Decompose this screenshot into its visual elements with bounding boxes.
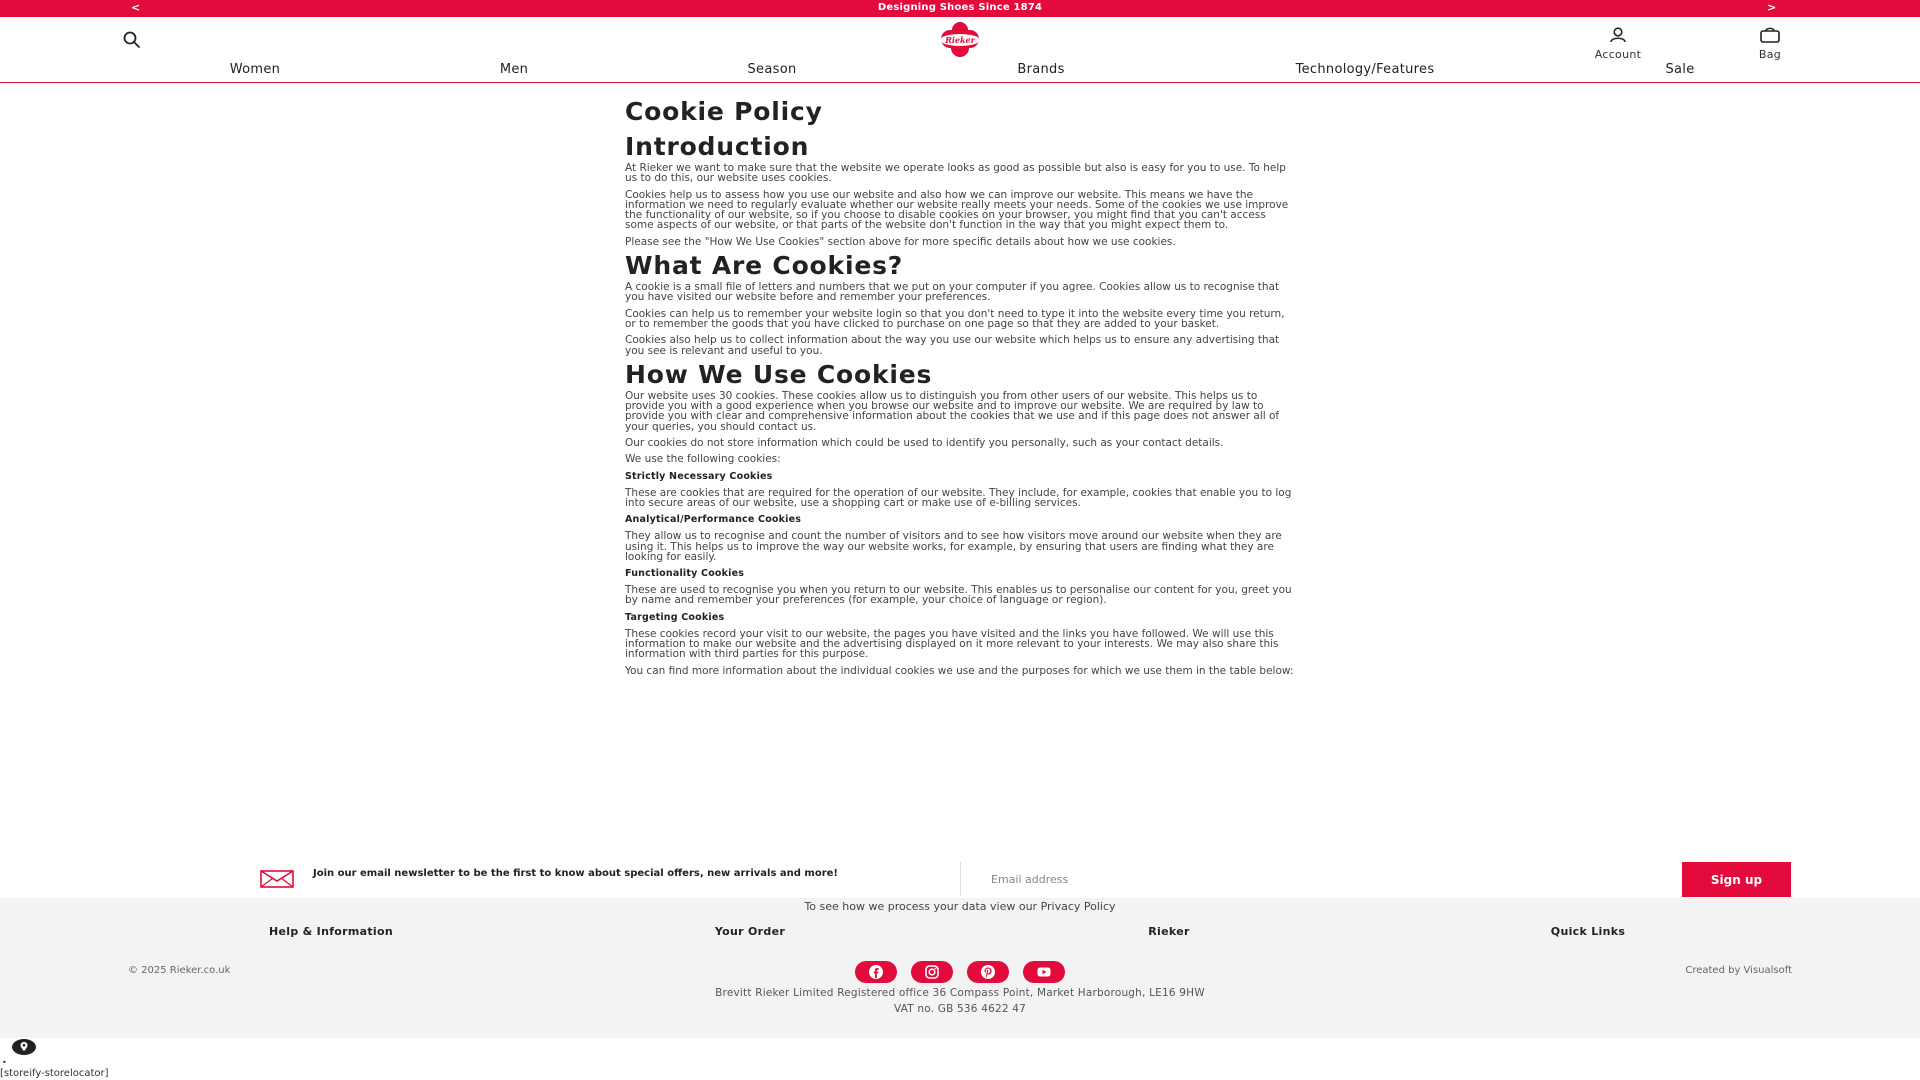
- analytical-paragraph: They allow us to recognise and count the number of visitors and to see how visitors move around our website when they are using it. This helps us to improve the way our website works, for example, by ensuring that users are finding what they are looking for easily.: [625, 530, 1282, 563]
- bag-label: Bag: [1758, 48, 1782, 61]
- rieker-logo[interactable]: [922, 21, 998, 59]
- youtube-link[interactable]: [1023, 961, 1065, 983]
- footer-rieker[interactable]: Rieker: [1148, 925, 1190, 938]
- intro-paragraph-1: At Rieker we want to make sure that the website we operate looks as good as possible but also is easy for you to use. To help us to do this, our website uses cookies.: [625, 162, 1286, 185]
- instagram-link[interactable]: [911, 961, 953, 983]
- announcement-prev-button[interactable]: <: [131, 1, 141, 14]
- introduction-heading: Introduction: [625, 132, 810, 161]
- search-button[interactable]: [122, 30, 144, 52]
- intro-paragraph-2: Cookies help us to assess how you use our website and also how we can improve our website. This means we have the information we need to regularly evaluate whether our website really meets your needs. Some of the cookies we use improve the functionality of our website, so if you choose to disable cookies on your browser, you might find that you can't access some aspects of our website, or that parts of the website don't function in the way that you might expect them to.: [625, 188, 1289, 232]
- what-are-cookies-heading: What Are Cookies?: [625, 251, 904, 281]
- store-locator-dot: •: [2, 1058, 7, 1067]
- page-title: Cookie Policy: [625, 97, 823, 126]
- store-locator-button[interactable]: [11, 1038, 37, 1056]
- analytical-heading: Analytical/Performance Cookies: [625, 514, 802, 526]
- footer-help-information[interactable]: Help & Information: [269, 925, 393, 938]
- functionality-paragraph: These are used to recognise you when you return to our website. This enables us to personalise our content for you, greet you by name and remember your preferences (for example, your choice of language or region).: [625, 584, 1292, 607]
- facebook-icon: [868, 964, 884, 980]
- main-nav: [0, 62, 1920, 82]
- cookie-policy-content: [625, 97, 1295, 682]
- nav-sale[interactable]: Sale: [1665, 62, 1695, 77]
- functionality-heading: Functionality Cookies: [625, 568, 745, 580]
- store-locator-shortcode: [storeify-storelocator]: [0, 1068, 109, 1079]
- site-header: [0, 17, 1920, 83]
- mail-icon: [260, 870, 294, 888]
- strictly-necessary-paragraph: These are cookies that are required for the operation of our website. They include, for example, cookies that enable you to log into secure areas of our website, use a shopping cart or make use of e-billing services.: [625, 486, 1292, 509]
- account-icon: [1609, 27, 1627, 43]
- footer-quick-links[interactable]: Quick Links: [1550, 925, 1626, 938]
- instagram-icon: [924, 964, 940, 980]
- nav-brands[interactable]: Brands: [1017, 62, 1065, 77]
- nav-men[interactable]: Men: [499, 62, 529, 77]
- copyright-text: © 2025 Rieker.co.uk: [128, 965, 231, 976]
- email-input[interactable]: [960, 862, 1680, 896]
- account-label: Account: [1594, 48, 1642, 61]
- table-intro-paragraph: You can find more information about the individual cookies we use and the purposes for which we use them in the table below:: [625, 664, 1294, 677]
- pinterest-icon: [980, 964, 996, 980]
- announcement-next-button[interactable]: >: [1767, 1, 1777, 14]
- privacy-policy-link[interactable]: Privacy Policy: [1040, 900, 1116, 913]
- sign-up-button[interactable]: Sign up: [1682, 862, 1791, 897]
- intro-paragraph-3: Please see the "How We Use Cookies" section above for more specific details about how we use cookies.: [625, 235, 1176, 248]
- what-paragraph-3: Cookies also help us to collect information about the way you use our website which helps us to ensure any advertising that you see is relevant and useful to you.: [625, 334, 1280, 357]
- privacy-prefix: To see how we process your data view our: [804, 900, 1041, 913]
- how-paragraph-1: Our website uses 30 cookies. These cookies allow us to distinguish you from other users of our website. This helps us to provide you with a good experience when you browse our website and to improve our website. We are required by law to provide you with clear and comprehensive information about the cookies that we use and if this page does not answer all of your queries, you should contact us.: [625, 389, 1280, 433]
- newsletter-text: Join our email newsletter to be the first to know about special offers, new arrivals and more!: [313, 868, 838, 879]
- how-paragraph-2: Our cookies do not store information which could be used to identify you personally, such as your contact details.: [625, 437, 1224, 450]
- account-link[interactable]: [1586, 27, 1650, 61]
- map-pin-icon: [11, 1038, 37, 1056]
- footer-your-order[interactable]: Your Order: [714, 925, 786, 938]
- what-paragraph-1: A cookie is a small file of letters and numbers that we put on your computer if you agree. Cookies allow us to recognise that you have visited our website before and remember your preferences.: [625, 281, 1280, 304]
- bag-link[interactable]: [1745, 27, 1795, 61]
- how-we-use-cookies-heading: How We Use Cookies: [625, 359, 933, 389]
- vat-number-text: VAT no. GB 536 4622 47: [893, 1003, 1027, 1015]
- youtube-icon: [1036, 964, 1052, 980]
- search-icon: [122, 30, 142, 50]
- what-paragraph-2: Cookies can help us to remember your website login so that you don't need to type it into the website every time you return, or to remember the goods that you have clicked to purchase on one page so that they are added to your basket.: [625, 307, 1285, 330]
- privacy-note: [0, 900, 1920, 913]
- targeting-heading: Targeting Cookies: [625, 611, 725, 623]
- facebook-link[interactable]: [855, 961, 897, 983]
- logo-text: Rieker: [945, 35, 975, 45]
- how-paragraph-3: We use the following cookies:: [625, 453, 781, 466]
- bag-icon: [1759, 27, 1781, 43]
- newsletter-bar: [0, 860, 1920, 898]
- site-footer: [0, 898, 1920, 1038]
- registered-office-text: Brevitt Rieker Limited Registered office 36 Compass Point, Market Harborough, LE16 9HW: [715, 987, 1205, 999]
- announcement-text: Designing Shoes Since 1874: [877, 2, 1043, 13]
- targeting-paragraph: These cookies record your visit to our website, the pages you have visited and the links you have followed. We will use this information to make our website and the advertising displayed on it more relevant to your interests. We may also share this information with third parties for this purpose.: [625, 627, 1279, 661]
- announcement-bar: [0, 0, 1920, 17]
- created-by-link[interactable]: Created by Visualsoft: [1685, 965, 1792, 976]
- strictly-necessary-heading: Strictly Necessary Cookies: [625, 470, 773, 482]
- nav-women[interactable]: Women: [229, 62, 281, 77]
- pinterest-link[interactable]: [967, 961, 1009, 983]
- nav-season[interactable]: Season: [747, 62, 797, 77]
- nav-technology-features[interactable]: Technology/Features: [1295, 62, 1435, 77]
